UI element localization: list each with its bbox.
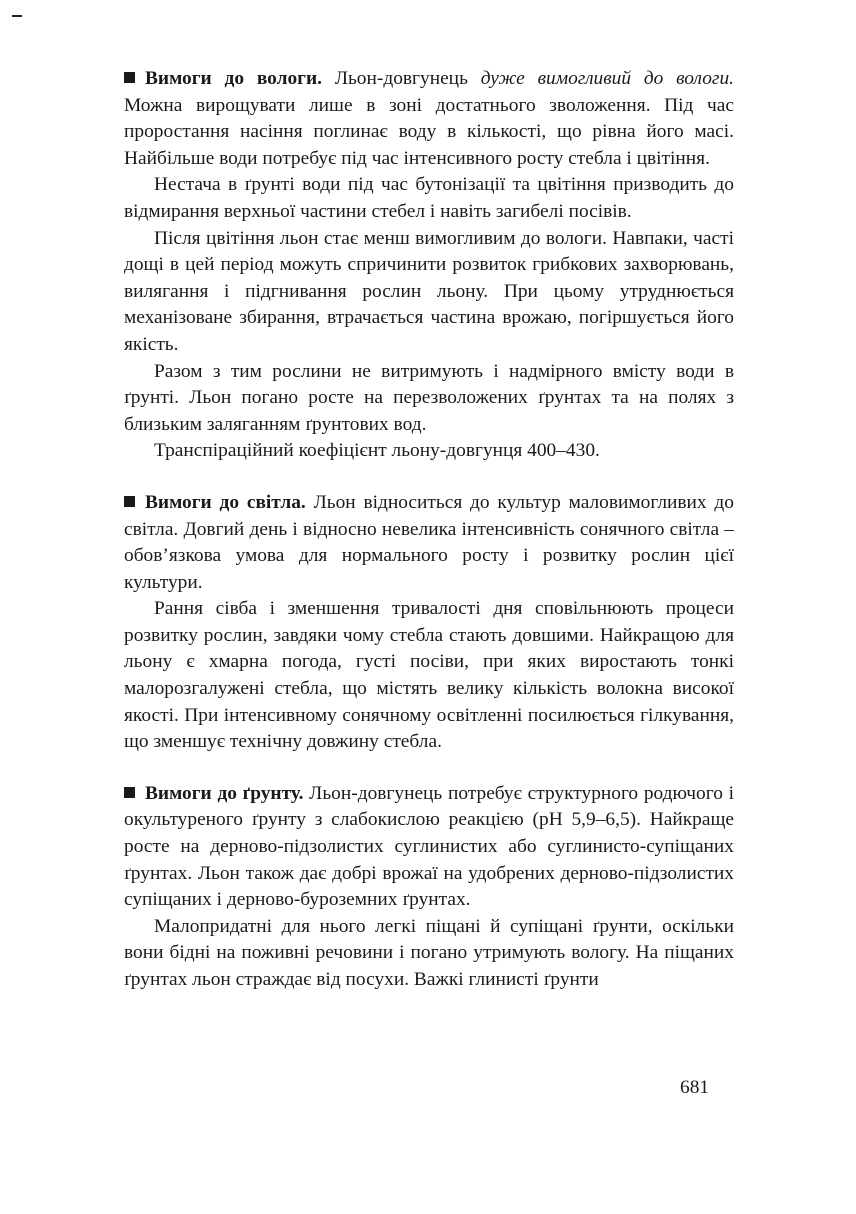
scan-corner-mark <box>12 15 22 17</box>
paragraph: Малопридатні для нього легкі піщані й супіщані ґрунти, оскільки вони бідні на поживні речовини і погано утримують вологу. На піщаних ґрунтах льон страждає від посухи. Важкі глинисті ґрунти <box>124 915 734 990</box>
section-heading: Вимоги до ґрунту. <box>145 782 304 804</box>
paragraph: Транспіраційний коефіцієнт льону-довгунця 400–430. <box>154 440 600 462</box>
section-moisture <box>124 66 734 465</box>
square-bullet-icon <box>124 787 135 798</box>
section-heading: Вимоги до світла. <box>145 491 306 513</box>
page-body <box>124 66 734 994</box>
section-light <box>124 490 734 756</box>
emphasis-text: дуже вимогливий до вологи. <box>480 68 735 89</box>
square-bullet-icon <box>124 496 135 507</box>
paragraph: Рання сівба і зменшення тривалості дня сповільнюють процеси розвитку рослин, завдяки чому стебла стають довшими. Найкращою для льону є хмарна погода, густі посіви, при яких виростають тонкі малорозгалужені стебла, що містять велику кількість волокна високої якості. При інтенсивному сонячному освітленні посилюється гілкування, що зменшує технічну довжину стебла. <box>124 598 734 753</box>
page-number: 681 <box>680 1077 710 1098</box>
section-lead-paragraph: Вимоги до вологи. Льон-довгунець дуже вимогливий до вологи. Можна вирощувати лише в зоні достатнього зволоження. Під час проростання насіння поглинає воду в кількості, що рівна його масі. Найбільше води потребує під час інтенсивного росту стебла і цвітіння. <box>124 68 735 169</box>
paragraph: Після цвітіння льон стає менш вимогливим до вологи. Навпаки, часті дощі в цей період можуть спричинити розвиток грибкових захворювань, вилягання і підгнивання рослин льону. При цьому утруднюється механізоване збирання, втрачається частина врожаю, погіршується його якість. <box>124 227 734 355</box>
section-soil <box>124 781 734 994</box>
section-lead-paragraph: Вимоги до ґрунту. Льон-довгунець потребує структурного родючого і окультуреного ґрунту з слабокислою реакцією (pH 5,9–6,5). Найкраще росте на дерново-підзолистих суглинистих або суглинисто-супіщаних ґрунтах. Льон також дає добрі врожаї на удобрених дерново-підзолистих супіщаних і дерново-буроземних ґрунтах. <box>124 782 734 911</box>
section-heading: Вимоги до вологи. <box>145 68 323 89</box>
section-lead-paragraph: Вимоги до світла. Льон відноситься до культур маловимогливих до світла. Довгий день і відносно невелика інтенсивність сонячного світла – обов’язкова умова для нормального росту і розвитку рослин цієї культури. <box>124 491 734 593</box>
paragraph: Нестача в ґрунті води під час бутонізації та цвітіння призводить до відмирання верхньої частини стебел і навіть загибелі посівів. <box>124 174 734 222</box>
square-bullet-icon <box>124 72 135 83</box>
paragraph: Разом з тим рослини не витримують і надмірного вмісту води в ґрунті. Льон погано росте на перезволожених ґрунтах та на полях з близьким заляганням ґрунтових вод. <box>124 360 734 435</box>
